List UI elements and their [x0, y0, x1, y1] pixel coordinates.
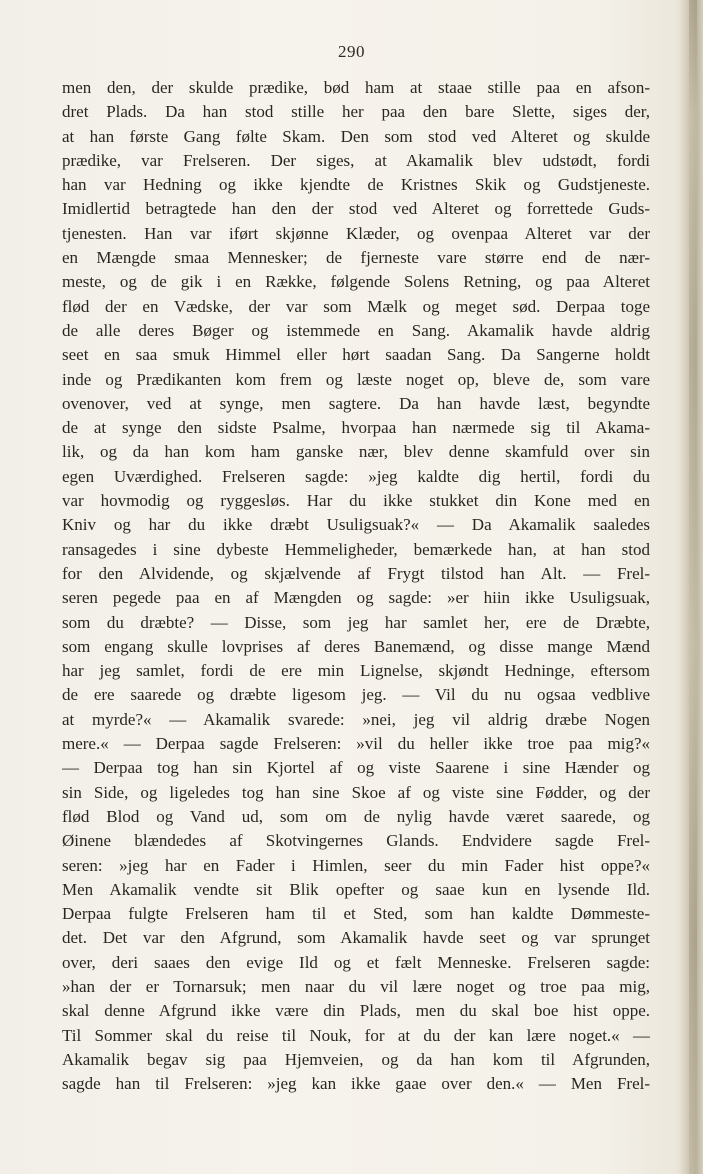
text-line: egen Uværdighed. Frelseren sagde: »jeg kaldte dig hertil, fordi du [62, 466, 650, 486]
text-line: Øinene blændedes af Skotvingernes Glands. Endvidere sagde Frel- [62, 831, 650, 851]
text-line: Imidlertid betragtede han den der stod ved Alteret og forrettede Guds- [62, 199, 650, 219]
text-line: Akamalik begav sig paa Hjemveien, og da han kom til Afgrunden, [62, 1049, 650, 1069]
text-line: for den Alvidende, og skjælvende af Frygt tilstod han Alt. — Frel- [62, 563, 650, 583]
text-line: meste, og de gik i en Række, følgende Solens Retning, og paa Alteret [62, 272, 650, 292]
text-line: seren: »jeg har en Fader i Himlen, seer du min Fader hist oppe?« [62, 855, 650, 875]
text-line: ransagedes i sine dybeste Hemmeligheder, bemærkede han, at han stod [62, 539, 650, 559]
text-line: — Derpaa tog han sin Kjortel af og viste Saarene i sine Hænder og [62, 758, 650, 778]
text-line: inde og Prædikanten kom frem og læste noget op, bleve de, som vare [62, 369, 650, 389]
page-edge-shadow [689, 0, 697, 1174]
text-line: flød Blod og Vand ud, som om de nylig havde været saarede, og [62, 806, 650, 826]
body-text [62, 76, 650, 1096]
text-line: de at synge den sidste Psalme, hvorpaa han nærmede sig til Akama- [62, 418, 650, 438]
text-line: har jeg samlet, fordi de ere min Lignelse, skjøndt Hedninge, eftersom [62, 661, 650, 681]
text-line: de alle deres Bøger og istemmede en Sang. Akamalik havde aldrig [62, 320, 650, 340]
text-line: Men Akamalik vendte sit Blik opefter og saae kun en lysende Ild. [62, 879, 650, 899]
text-line: ovenover, ved at synge, men sagtere. Da han havde læst, begyndte [62, 393, 650, 413]
text-line: prædike, var Frelseren. Der siges, at Akamalik blev udstødt, fordi [62, 150, 650, 170]
text-line: at han første Gang følte Skam. Den som stod ved Alteret og skulde [62, 126, 650, 146]
text-line: det. Det var den Afgrund, som Akamalik havde seet og var sprunget [62, 928, 650, 948]
text-line: en Mængde smaa Mennesker; de fjerneste vare større end de nær- [62, 248, 650, 268]
text-line: flød der en Vædske, der var som Mælk og meget sød. Derpaa toge [62, 296, 650, 316]
text-line: over, deri saaes den evige Ild og et fælt Menneske. Frelseren sagde: [62, 952, 650, 972]
text-line: Kniv og har du ikke dræbt Usuligsuak?« — Da Akamalik saaledes [62, 515, 650, 535]
page-number: 290 [338, 42, 365, 61]
text-line: han var Hedning og ikke kjendte de Kristnes Skik og Gudstjeneste. [62, 175, 650, 195]
text-line: mere.« — Derpaa sagde Frelseren: »vil du heller ikke troe paa mig?« [62, 734, 650, 754]
text-line: som engang skulle lovprises af deres Banemænd, og disse mange Mænd [62, 636, 650, 656]
text-line: Til Sommer skal du reise til Nouk, for at du der kan lære noget.« — [62, 1025, 650, 1045]
text-line: seet en saa smuk Himmel eller hørt saadan Sang. Da Sangerne holdt [62, 345, 650, 365]
text-line: skal denne Afgrund ikke være din Plads, men du skal boe hist oppe. [62, 1001, 650, 1021]
text-line: lik, og da han kom ham ganske nær, blev denne skamfuld over sin [62, 442, 650, 462]
text-line: Derpaa fulgte Frelseren ham til et Sted, som han kaldte Dømmeste- [62, 904, 650, 924]
text-line: »han der er Tornarsuk; men naar du vil lære noget og troe paa mig, [62, 976, 650, 996]
text-line: at myrde?« — Akamalik svarede: »nei, jeg vil aldrig dræbe Nogen [62, 709, 650, 729]
text-line: men den, der skulde prædike, bød ham at staae stille paa en afson- [62, 78, 650, 97]
text-line: sagde han til Frelseren: »jeg kan ikke gaae over den.« — Men Frel- [62, 1074, 650, 1094]
text-line: som du dræbte? — Disse, som jeg har samlet her, ere de Dræbte, [62, 612, 650, 632]
text-line: tjenesten. Han var iført skjønne Klæder, og ovenpaa Alteret var der [62, 223, 650, 243]
text-line: seren pegede paa en af Mængden og sagde: »er hiin ikke Usuligsuak, [62, 588, 650, 608]
text-line: var hovmodig og ryggesløs. Har du ikke stukket din Kone med en [62, 491, 650, 511]
text-line: dret Plads. Da han stod stille her paa den bare Slette, siges der, [62, 102, 650, 122]
text-line: de ere saarede og dræbte ligesom jeg. — Vil du nu ogsaa vedblive [62, 685, 650, 705]
text-line: sin Side, og ligeledes tog han sine Skoe af og viste sine Fødder, og der [62, 782, 650, 802]
